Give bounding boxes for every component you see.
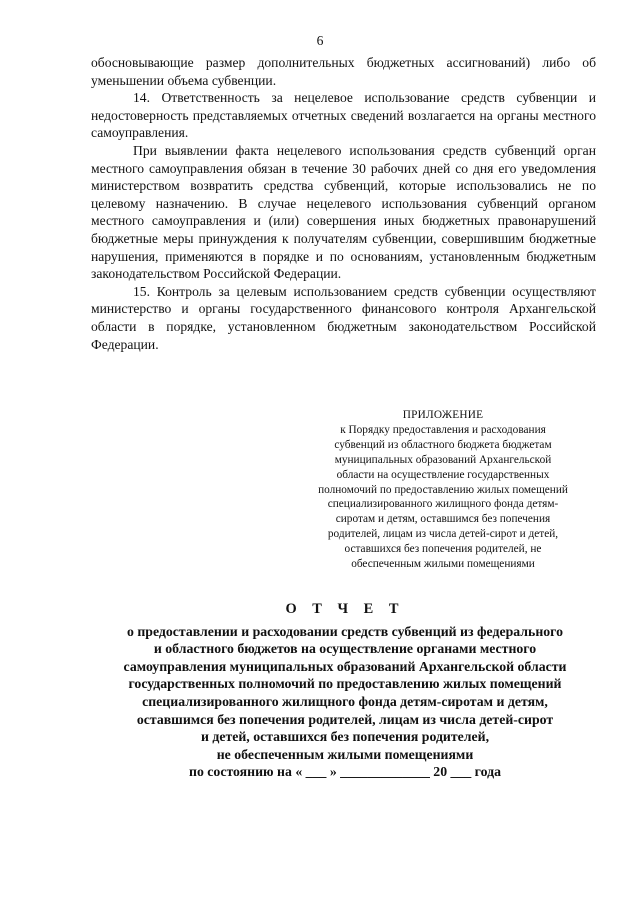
document-body (91, 54, 596, 353)
report-title-line: и областного бюджетов на осуществление органами местного (153, 641, 537, 657)
appendix-line: муниципальных образований Архангельской (334, 453, 552, 466)
paragraph-misuse: При выявлении факта нецелевого использования средств субвенций орган местного самоуправления обязан в течение 30 рабочих дней со дня его уведомления министерством возвратить средства субвенций, которые использовались не по целевому назначению. В случае нецелевого использования субвенций органом местного самоуправления и (или) совершения иных бюджетных правонарушений бюджетные меры принуждения к получателям субвенции, совершившим бюджетные нарушения, применяются в порядке и по основаниям, установленным бюджетным законодательством Российской Федерации. (91, 142, 596, 282)
report-heading: О Т Ч Е Т (285, 601, 405, 617)
paragraph-continuation: обосновывающие размер дополнительных бюджетных ассигнований) либо об уменьшении объема субвенции. (91, 55, 596, 88)
paragraph-item-14: 14. Ответственность за нецелевое использование средств субвенции и недостоверность представляемых отчетных сведений возлагается на органы местного самоуправления. (91, 90, 596, 141)
report-title-line: самоуправления муниципальных образований Архангельской области (123, 658, 567, 674)
report-title-line: оставшимся без попечения родителей, лицам из числа детей-сирот (136, 711, 554, 727)
paragraph-item-15: 15. Контроль за целевым использованием средств субвенции осуществляют министерство и органы государственного финансового контроля Архангельской области в порядке, установленном бюджетным законодательством Российской Федерации. (91, 283, 596, 352)
report-title-line: и детей, оставшихся без попечения родителей, (200, 729, 490, 745)
report-title-line: специализированного жилищного фонда детям-сиротам и детям, (142, 693, 548, 709)
appendix-title: ПРИЛОЖЕНИЕ (402, 409, 484, 421)
appendix-line: сиротам и детям, оставшимся без попечения (335, 513, 551, 526)
appendix-line: родителей, лицам из числа детей-сирот и детей, (327, 528, 559, 541)
appendix-line: к Порядку предоставления и расходования (340, 423, 546, 436)
appendix-line: полномочий по предоставлению жилых помещений (318, 483, 568, 496)
appendix-line: области на осуществление государственных (336, 468, 550, 481)
page-number: 6 (316, 33, 324, 48)
report-title-line: государственных полномочий по предоставлению жилых помещений (128, 676, 562, 692)
appendix-line: субвенций из областного бюджета бюджетам (334, 438, 552, 451)
report-title-line: о предоставлении и расходовании средств субвенций из федерального (127, 623, 563, 639)
report-date-line: по состоянию на « ___ » _____________ 20 ___ года (189, 764, 501, 780)
report-title-block (86, 601, 604, 781)
appendix-block (310, 408, 576, 572)
appendix-line: специализированного жилищного фонда детям- (327, 498, 559, 511)
report-title-line: не обеспеченным жилыми помещениями (216, 746, 474, 762)
appendix-line: оставшихся без попечения родителей, не (344, 543, 542, 556)
appendix-line: обеспеченным жилыми помещениями (351, 558, 535, 571)
